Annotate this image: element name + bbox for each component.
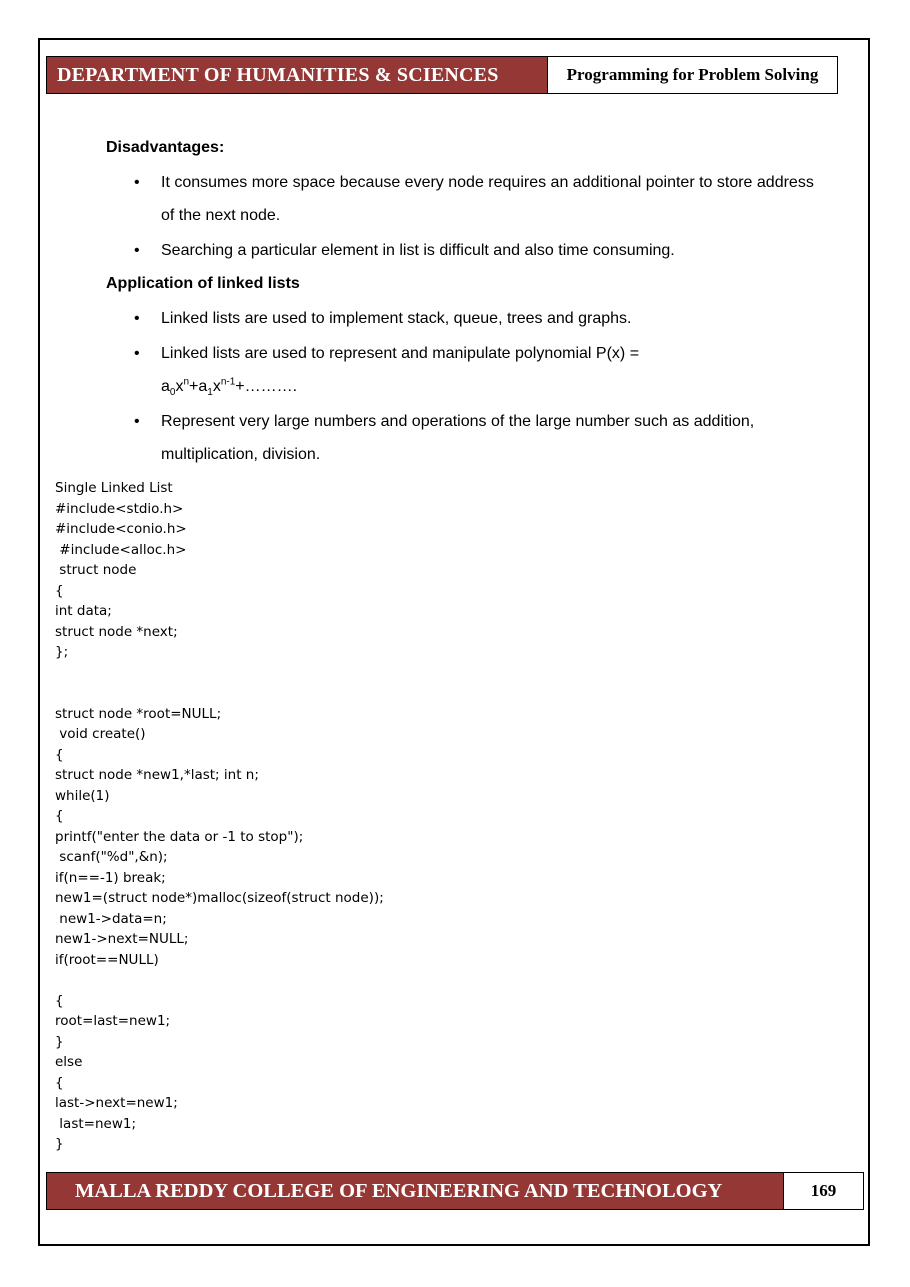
applications-heading: Application of linked lists: [106, 275, 300, 292]
disadvantages-list: [134, 166, 824, 267]
page-footer: [46, 1172, 864, 1210]
page-header: [46, 56, 838, 94]
list-item-polynomial: [134, 337, 824, 403]
disadvantages-heading: Disadvantages:: [106, 139, 225, 156]
page-number: 169: [783, 1173, 863, 1209]
department-title: DEPARTMENT OF HUMANITIES & SCIENCES: [47, 57, 547, 93]
applications-list: [134, 302, 824, 471]
list-item: • It consumes more space because every node requires an additional pointer to store address of the next node.: [134, 166, 824, 232]
list-item: • Linked lists are used to implement stack, queue, trees and graphs.: [134, 302, 824, 335]
code-block: Single Linked List #include<stdio.h> #include<conio.h> #include<alloc.h> struct node { int data; struct node *next; }; struct node *root=NULL; void create() { struct node *new1,*last; int n; while(1) { printf("enter the data or -1 to stop"); scanf("%d",&n); if(n==-1) break; new1=(struct node*)malloc(sizeof(struct node)); new1->data=n; new1->next=NULL; if(root==NULL) { root=last=new1; } else { last->next=new1; last=new1; }: [55, 480, 384, 1152]
polynomial-formula: $a_0x^n+a_1x^{n-1}+\dots\dots\dots$.: [161, 376, 298, 399]
course-title: Programming for Problem Solving: [547, 57, 837, 93]
list-item: • Searching a particular element in list is difficult and also time consuming.: [134, 234, 824, 267]
college-name: MALLA REDDY COLLEGE OF ENGINEERING AND TECHNOLOGY: [47, 1173, 783, 1209]
polynomial-text: Linked lists are used to represent and manipulate polynomial P(x) =: [161, 345, 640, 362]
list-item: • Represent very large numbers and operations of the large number such as addition, multiplication, division.: [134, 405, 824, 471]
